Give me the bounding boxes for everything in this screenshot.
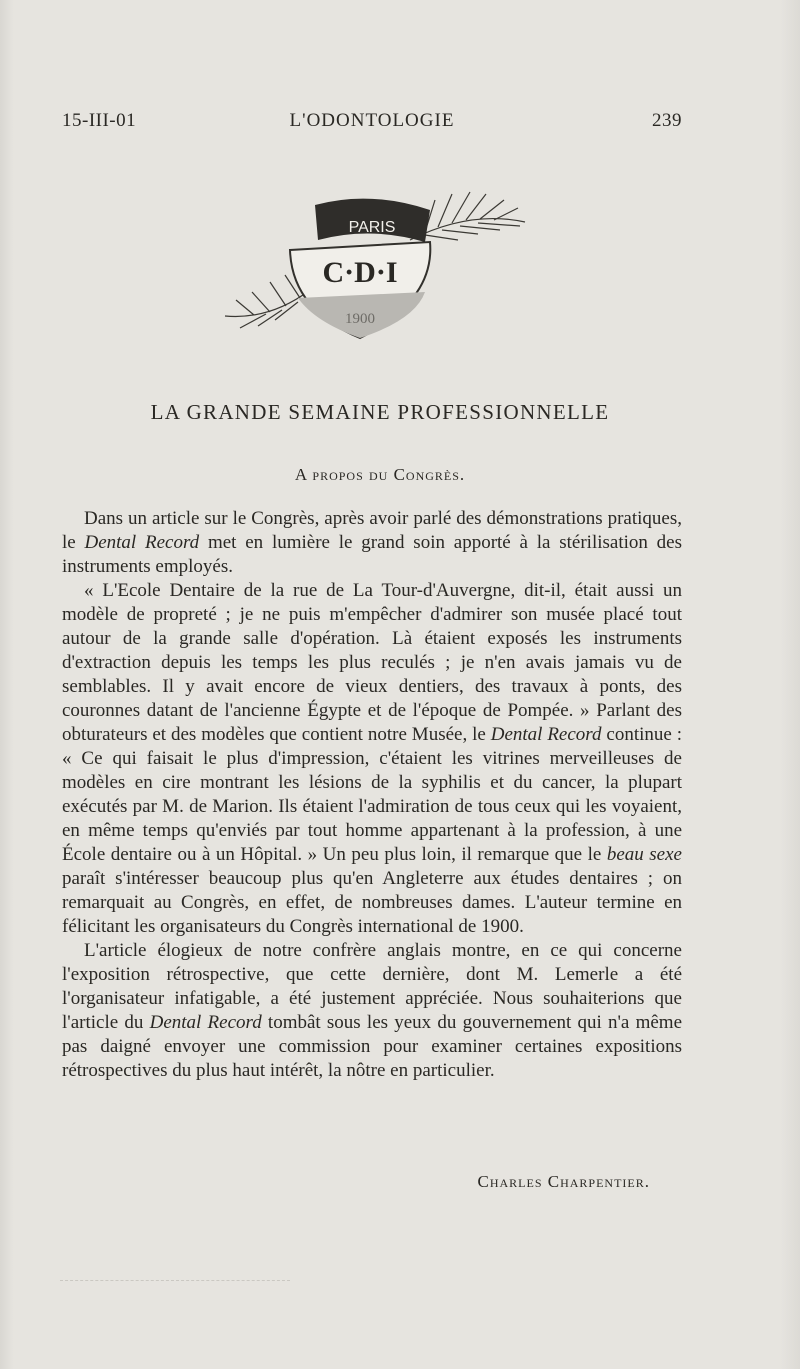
journal-name-italic: Dental Record (84, 532, 200, 553)
issue-date: 15-III-01 (62, 110, 137, 131)
article-body (62, 507, 682, 1083)
article-subtitle: A propos du Congrès. (294, 465, 466, 484)
banner-text: PARIS (348, 219, 396, 236)
author-signature: Charles Charpentier. (477, 1172, 650, 1191)
emblem-year: 1900 (345, 311, 375, 327)
page-number: 239 (652, 110, 682, 131)
paragraph: L'article élogieux de notre confrère anglais montre, en ce qui concerne l'exposition rétrospective, que cette dernière, dont M. Lemerle a été l'organisateur infatigable, a été justement appréciée. Nous souhaiterions que l'article du Dental Record tombât sous les yeux du gouvernement qui n'a même pas daigné envoyer une commission pour examiner certaines expositions rétrospectives du plus haut intérêt, la nôtre en particulier. (62, 940, 683, 1081)
running-header (62, 110, 682, 138)
congress-emblem (220, 180, 540, 360)
journal-name-italic: Dental Record (149, 1012, 262, 1033)
paragraph: Dans un article sur le Congrès, après avoir parlé des démonstrations pratiques, le Dental Record met en lumière le grand soin apporté à la stérilisation des instruments employés. (62, 508, 683, 577)
journal-title: L'ODONTOLOGIE (289, 110, 455, 131)
article-title: LA GRANDE SEMAINE PROFESSIONNELLE (150, 400, 610, 424)
emblem-letters: C·D·I (322, 256, 398, 289)
italic-phrase: beau sexe (606, 844, 682, 865)
paragraph: « L'Ecole Dentaire de la rue de La Tour-d'Auvergne, dit-il, était aussi un modèle de propreté ; je ne puis m'empêcher d'admirer son musée placé tout autour de la grande salle d'opération. Là étaient exposés les instruments d'extraction depuis les temps les plus reculés ; je n'en avais jamais vu de semblables. Il y avait encore de vieux dentiers, des travaux à ponts, des couronnes datant de l'ancienne Égypte et de l'époque de Pompée. » Parlant des obturateurs et des modèles que contient notre Musée, le Dental Record continue : « Ce qui faisait le plus d'impression, c'étaient les vitrines merveilleuses de modèles en cire montrant les lésions de la syphilis et du cancer, la plupart exécutés par M. de Marion. Ils étaient l'admiration de tous ceux qui les voyaient, en même temps qu'enviés par tout homme appartenant à la profession, à une École dentaire ou à un Hôpital. » Un peu plus loin, il remarque que le beau sexe paraît s'intéresser beaucoup plus qu'en Angleterre aux études dentaires ; on remarquait au Congrès, en effet, de nombreuses dames. L'auteur termine en félicitant les organisateurs du Congrès international de 1900. (62, 580, 683, 937)
journal-name-italic: Dental Record (490, 724, 602, 745)
faint-bleedthrough (60, 1268, 290, 1281)
